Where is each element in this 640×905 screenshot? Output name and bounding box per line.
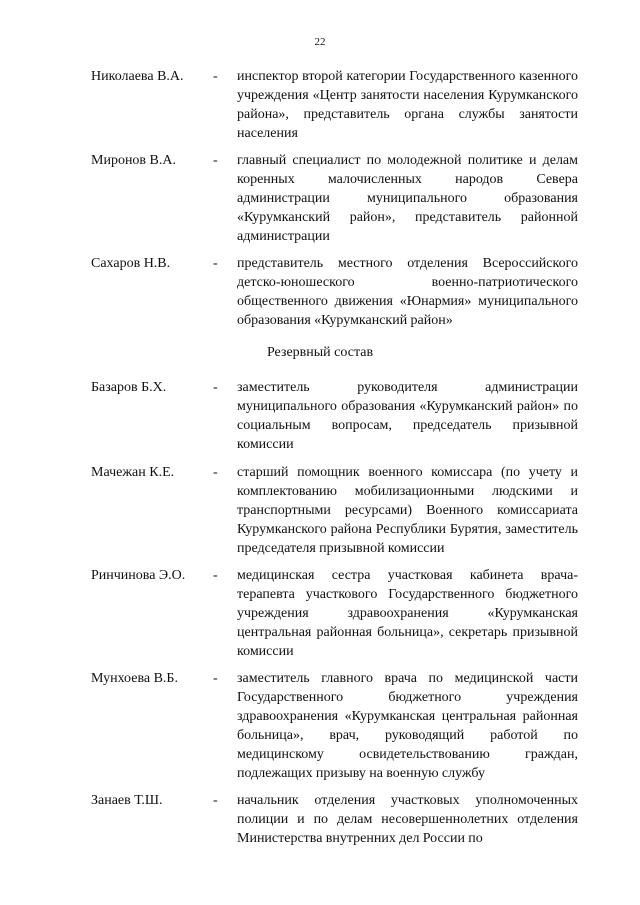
page-number: 22 xyxy=(314,36,326,48)
entry-dash: - xyxy=(213,568,218,583)
reserve-section-heading: Резервный состав xyxy=(266,345,374,360)
member-name: Базаров Б.Х. xyxy=(91,380,167,395)
member-description: заместитель руководителя администрации муниципального образования «Курумканский район» по социальным вопросам, председатель призывной комиссии xyxy=(237,380,578,452)
entry-dash: - xyxy=(213,69,218,84)
entry-dash: - xyxy=(213,153,218,168)
member-name: Ринчинова Э.О. xyxy=(91,568,186,583)
member-description: старший помощник военного комиссара (по учету и комплектованию мобилизационными людскими и транспортными ресурсами) Военного комиссариата Курумканского района Республики Бурятия, заместитель председателя призывной комиссии xyxy=(237,465,578,556)
member-description: начальник отделения участковых уполномоченных полиции и по делам несовершеннолетних отделения Министерства внутренних дел России по xyxy=(237,793,578,846)
entry-dash: - xyxy=(213,256,218,271)
member-name: Мачежан К.Е. xyxy=(91,465,175,480)
member-name: Занаев Т.Ш. xyxy=(91,793,163,808)
member-name: Мунхоева В.Б. xyxy=(91,671,178,686)
member-name: Сахаров Н.В. xyxy=(91,256,171,271)
member-name: Миронов В.А. xyxy=(91,153,176,168)
entry-dash: - xyxy=(213,380,218,395)
entry-dash: - xyxy=(213,671,218,686)
member-description: представитель местного отделения Всероссийского детско-юношеского военно-патриотического общественного движения «Юнармия» муниципального образования «Курумканский район» xyxy=(237,256,578,328)
entry-dash: - xyxy=(213,465,218,480)
entry-dash: - xyxy=(213,793,218,808)
member-description: заместитель главного врача по медицинской части Государственного бюджетного учреждения здравоохранения «Курумканская центральная районная больница», врач, руководящий работой по медицинскому освидетельствованию граждан, подлежащих призыву на военную службу xyxy=(237,671,578,781)
member-description: медицинская сестра участковая кабинета врача-терапевта участкового Государственного бюджетного учреждения здравоохранения «Курумканская центральная районная больница», секретарь призывной комиссии xyxy=(237,568,578,659)
member-description: инспектор второй категории Государственного казенного учреждения «Центр занятости населения Курумканского района», представитель органа службы занятости населения xyxy=(237,69,578,141)
member-description: главный специалист по молодежной политике и делам коренных малочисленных народов Севера администрации муниципального образования «Курумканский район», представитель районной администрации xyxy=(237,153,578,244)
member-name: Николаева В.А. xyxy=(91,69,184,84)
